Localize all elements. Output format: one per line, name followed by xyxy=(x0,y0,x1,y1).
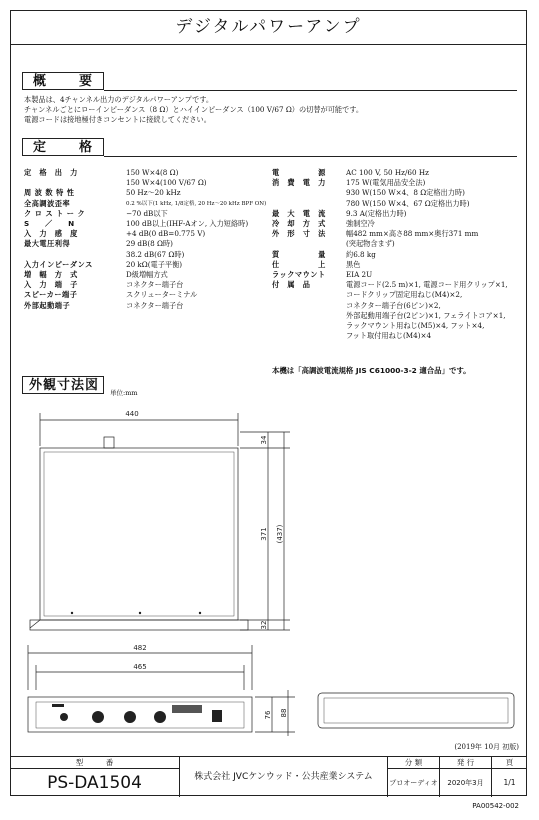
spec-label: S ／ N xyxy=(24,219,75,229)
spec-value: 150 W×4(100 V/67 Ω) xyxy=(126,178,207,188)
edition-date: (2019年 10月 初版) xyxy=(454,743,519,751)
spec-value: 780 W(150 W×4、67 Ω定格出力時) xyxy=(346,198,470,208)
spec-label: 外 形 寸 法 xyxy=(272,229,326,239)
spec-label: スピーカー端子 xyxy=(24,290,78,300)
spec-value: D級増幅方式 xyxy=(126,270,168,280)
spec-value: 38.2 dB(67 Ω時) xyxy=(126,249,185,259)
front-knob xyxy=(124,711,136,723)
spec-label: 入 力 感 度 xyxy=(24,229,78,239)
spec-value: 50 Hz〜20 kHz xyxy=(126,188,181,198)
spec-value: コネクター端子台 xyxy=(126,300,184,310)
spec-label: 質 量 xyxy=(272,249,326,259)
dim-437: (437) xyxy=(276,524,284,544)
page-number: 1/1 xyxy=(503,778,516,787)
dim-465: 465 xyxy=(133,663,147,671)
spec-label: ラックマウント xyxy=(272,270,326,280)
spec-label: 消 費 電 力 xyxy=(272,178,326,188)
company-name: 株式会社 JVCケンウッド・公共産業システム xyxy=(180,757,388,797)
spec-label: 電 源 xyxy=(272,168,326,177)
model-label: 型 番 xyxy=(10,757,180,769)
spec-value: 電源コード(2.5 m)×1, 電源コード用クリップ×1, xyxy=(346,280,508,290)
spec-value: 29 dB(8 Ω時) xyxy=(126,239,173,249)
category: プロオーディオ xyxy=(388,769,440,797)
overview-line: 本製品は、4チャンネル出力のデジタルパワーアンプです。 xyxy=(24,95,214,104)
dim-88: 88 xyxy=(280,708,288,718)
spec-value: 0.2 %以下(1 kHz, 1/8定格, 20 Hz〜20 kHz BPF ON) xyxy=(126,200,267,207)
spec-label: 仕 上 xyxy=(272,259,326,269)
spec-value: 黒色 xyxy=(346,259,361,269)
footer-table xyxy=(10,756,527,797)
top-view-body xyxy=(40,448,238,620)
document-code: PA00542-002 xyxy=(472,802,519,810)
category-label: 分 類 xyxy=(388,757,440,769)
spec-value: 100 dB以上(IHF-Aオン, 入力短絡時) xyxy=(126,219,249,229)
spec-value: コードクリップ固定用ねじ(M4)×2, xyxy=(346,290,463,300)
spec-value: フット取付用ねじ(M4)×4 xyxy=(346,331,432,341)
document-title: デジタルパワーアンプ xyxy=(10,10,527,45)
overview-line: チャンネルごとにローインピーダンス（8 Ω）とハイインピーダンス（100 V/67 Ω）の切替が可能です。 xyxy=(24,105,364,115)
spec-label: 最大電圧利得 xyxy=(24,239,71,249)
issue-date: 2020年3月 xyxy=(440,769,492,797)
spec-value: (突起物含まず) xyxy=(346,239,395,249)
unit-label: 単位:mm xyxy=(110,389,138,397)
spec-value: +4 dB(0 dB=0.775 V) xyxy=(126,229,206,239)
spec-value: 150 W×4(8 Ω) xyxy=(126,168,179,177)
spec-value: EIA 2U xyxy=(346,270,373,280)
dim-34: 34 xyxy=(260,435,268,445)
spec-value: 175 W(電気用品安全法) xyxy=(346,178,426,188)
overview-heading: 概 要 xyxy=(22,72,104,90)
spec-value: 930 W(150 W×4、8 Ω定格出力時) xyxy=(346,188,465,198)
spec-value: −70 dB以下 xyxy=(126,208,168,218)
spec-label: ク ロ ス ト ー ク xyxy=(24,208,86,218)
spec-value: スクリューターミナル xyxy=(126,290,198,300)
dim-371: 371 xyxy=(260,527,268,541)
spec-label: 増 幅 方 式 xyxy=(24,270,78,280)
spec-label: 入 力 端 子 xyxy=(24,280,78,290)
specs-heading: 定 格 xyxy=(22,138,104,156)
spec-value: 強制空冷 xyxy=(346,219,375,229)
spec-label: 全高調波歪率 xyxy=(24,198,71,208)
side-view-body xyxy=(318,693,514,728)
page-label: 頁 xyxy=(492,757,527,769)
spec-value: 9.3 A(定格出力時) xyxy=(346,208,407,218)
spec-label: 冷 却 方 式 xyxy=(272,219,326,229)
front-knob xyxy=(92,711,104,723)
overview-line: 電源コードは接地極付きコンセントに接続してください。 xyxy=(24,115,211,125)
front-knob xyxy=(154,711,166,723)
dim-76: 76 xyxy=(264,710,272,720)
dim-440: 440 xyxy=(125,410,139,418)
spec-label: 最 大 電 流 xyxy=(272,208,326,218)
dimensions-heading: 外観寸法図 xyxy=(22,376,104,394)
spec-value: 20 kΩ(電子平衡) xyxy=(126,259,183,269)
spec-label: 付 属 品 xyxy=(272,280,311,290)
dim-32: 32 xyxy=(260,620,268,630)
spec-label: 周 波 数 特 性 xyxy=(24,188,75,198)
spec-label: 定 格 出 力 xyxy=(24,168,78,177)
spec-value: AC 100 V, 50 Hz/60 Hz xyxy=(346,168,429,177)
spec-label: 外部起動端子 xyxy=(24,300,71,310)
front-knob xyxy=(60,713,68,721)
spec-value: コネクター端子台(6ピン)×2, xyxy=(346,300,441,310)
compliance-note: 本機は「高調波電流規格 JIS C61000-3-2 適合品」です。 xyxy=(272,366,471,375)
spec-label: 入力インピーダンス xyxy=(24,259,93,269)
spec-value: 外部起動用端子台(2ピン)×1, フェライトコア×1, xyxy=(346,310,506,320)
spec-value: コネクター端子台 xyxy=(126,280,184,290)
spec-value: ラックマウント用ねじ(M5)×4, フット×4, xyxy=(346,321,485,331)
spec-value: 約6.8 kg xyxy=(346,249,376,259)
rear-connector xyxy=(104,437,114,448)
dim-482: 482 xyxy=(133,644,147,652)
spec-value: 幅482 mm×高さ88 mm×奥行371 mm xyxy=(346,229,479,239)
power-switch xyxy=(212,710,222,722)
model-number: PS-DA1504 xyxy=(10,769,180,797)
issue-label: 発 行 xyxy=(440,757,492,769)
